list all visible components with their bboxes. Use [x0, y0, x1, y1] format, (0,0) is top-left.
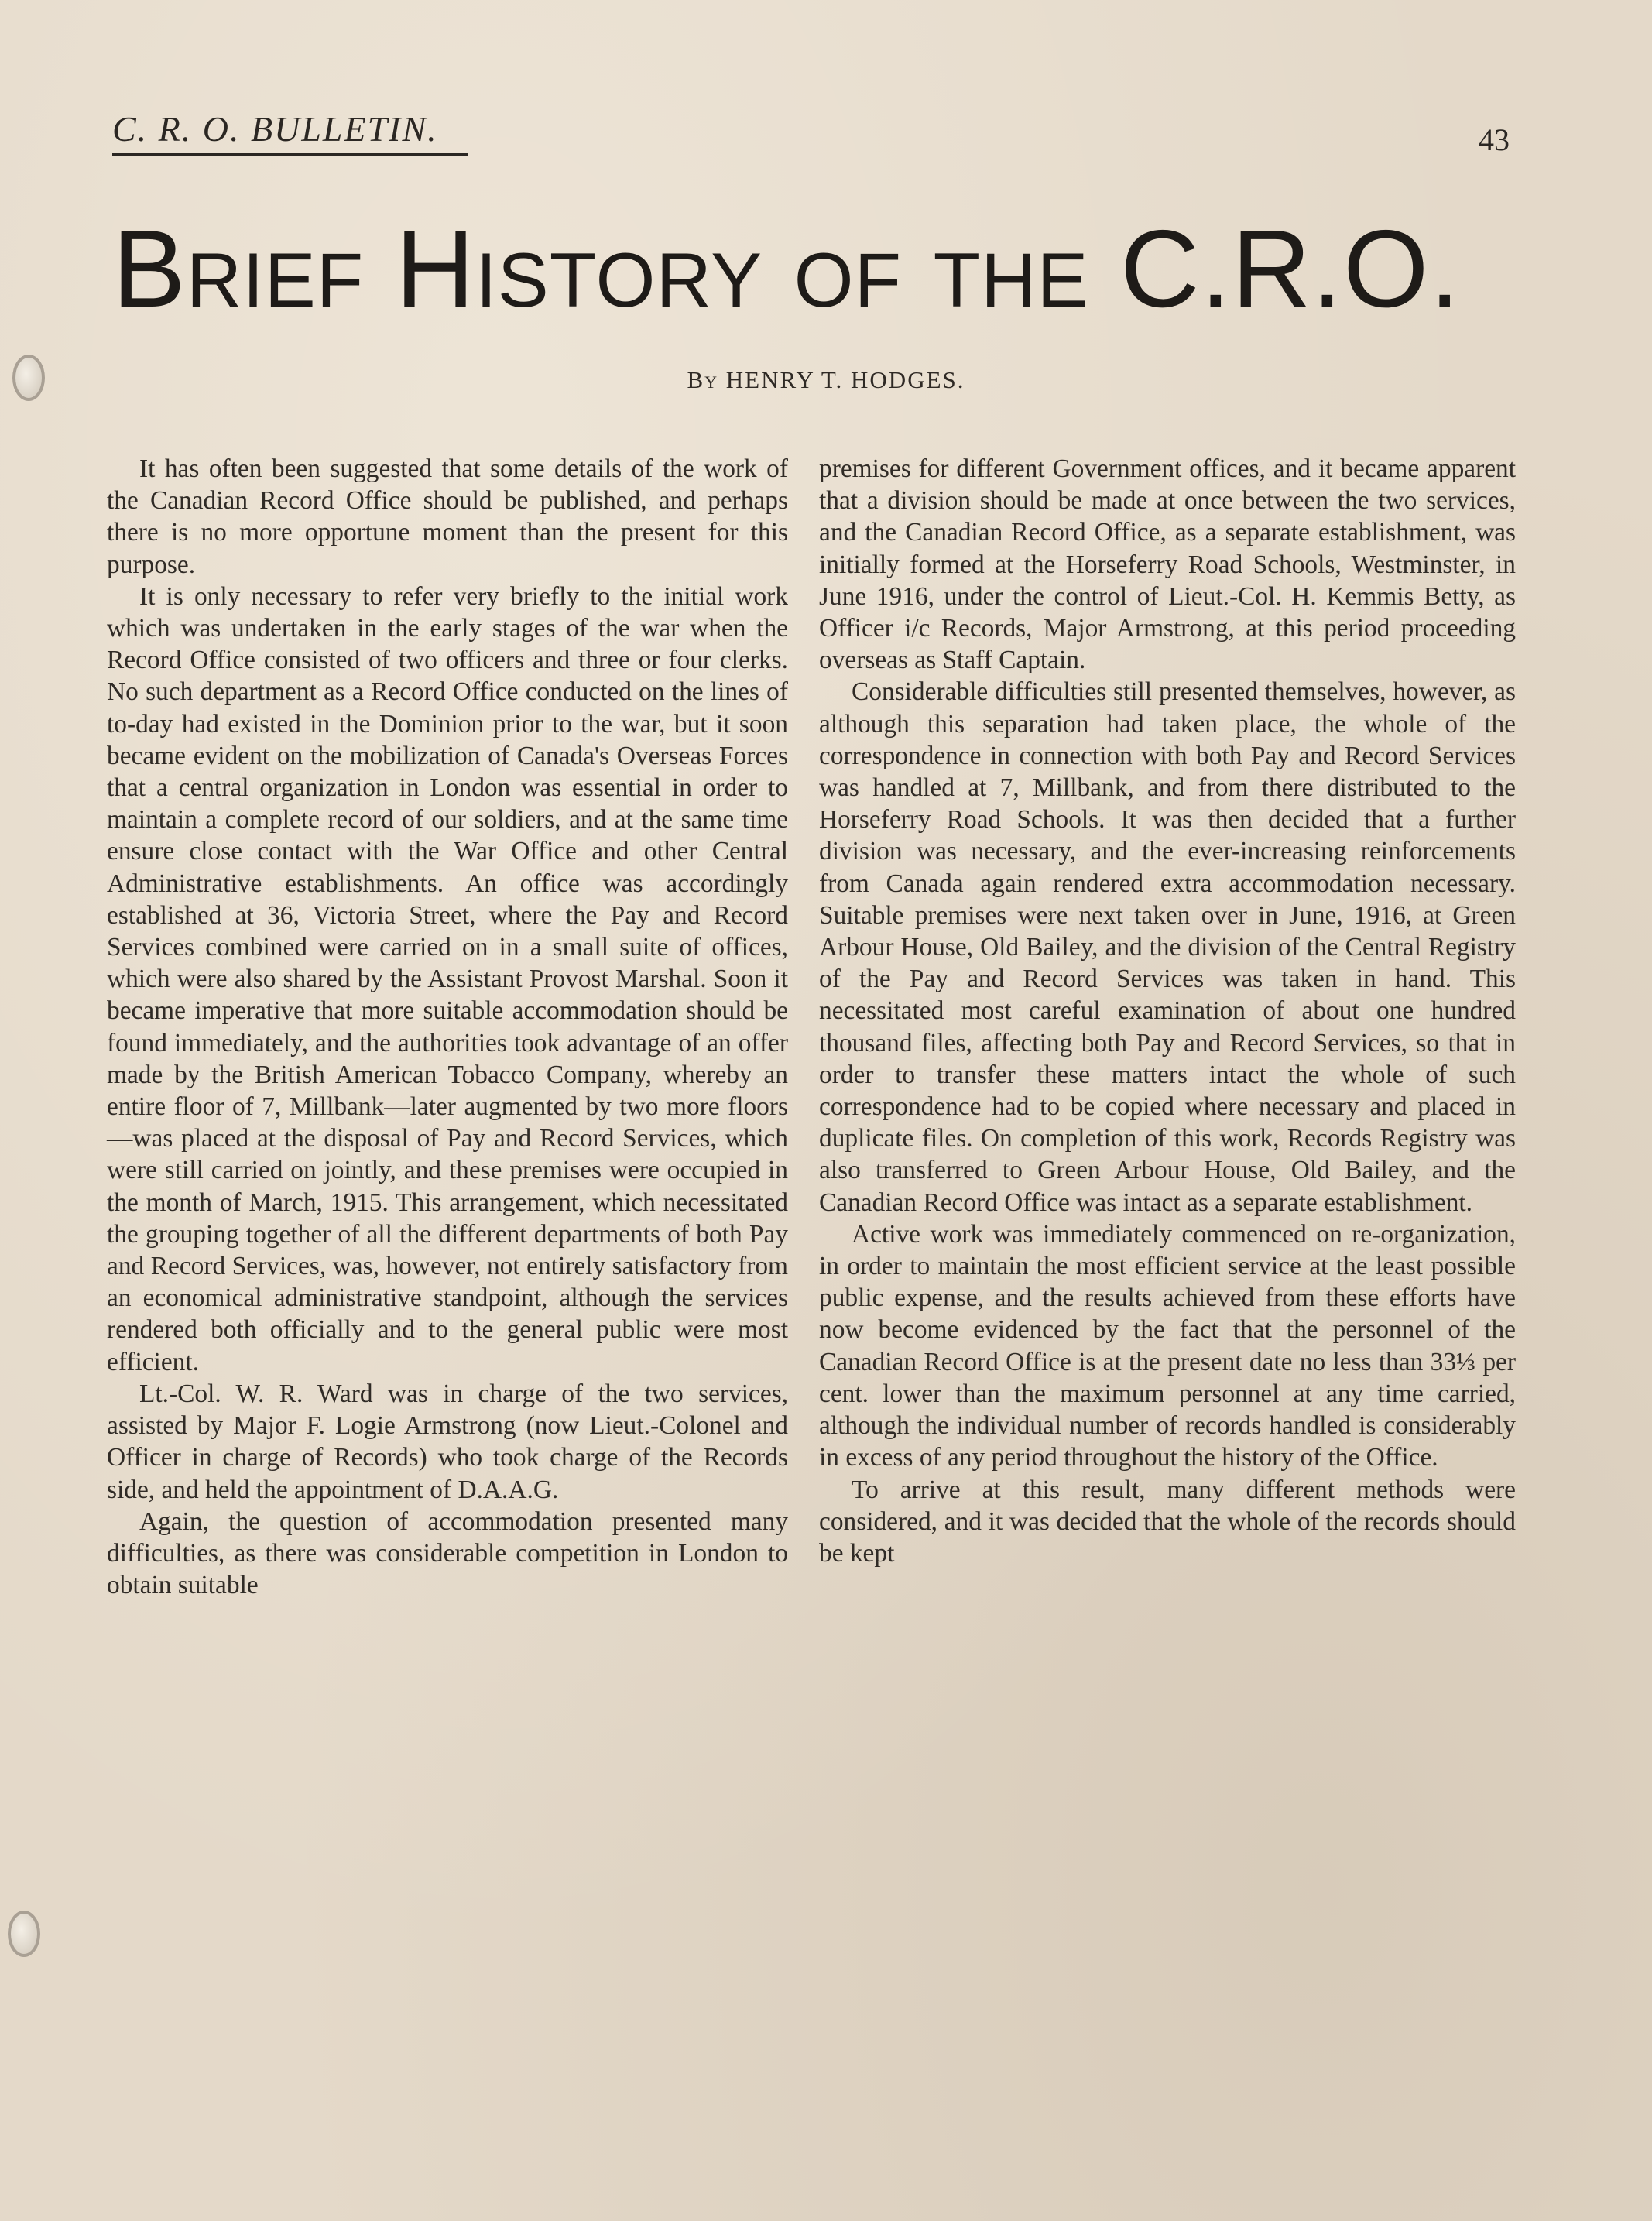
paragraph: Active work was immediately commenced on re-organization, in order to maintain the most efficient service at the least possible public expense, and the results achieved from these efforts have now become evidenced by the fact that the personnel of the Canadian Record Office is at the present date no less than 33⅓ per cent. lower than the maximum personnel at any time carried, although the individual number of records handled is considerably in excess of any period throughout the history of the Office. — [819, 1219, 1516, 1472]
paragraph: To arrive at this result, many different methods were considered, and it was decided that the whole of the records should be kept — [819, 1475, 1516, 1568]
running-title-underline — [112, 153, 468, 156]
paragraph: It has often been suggested that some details of the work of the Canadian Record Office should be published, and perhaps there is no more opportune moment than the present for this purpose. — [107, 454, 788, 579]
article-byline: By HENRY T. HODGES. — [687, 366, 965, 393]
paragraph: Considerable difficulties still presented themselves, however, as although this separation had taken place, the whole of the correspondence in connection with both Pay and Record Services was handled at 7, Millbank, and from there distributed to the Horseferry Road Schools. It was then decided that a further division was necessary, and the ever-increasing reinforcements from Canada again rendered extra accommodation necessary. Suitable premises were next taken over in June, 1916, at Green Arbour House, Old Bailey, and the division of the Central Registry of the Pay and Record Services was taken in hand. This necessitated most careful examination of about one hundred thousand files, affecting both Pay and Record Services, so that in order to transfer these matters intact the whole of such correspondence had to be copied where necessary and placed in duplicate files. On completion of this work, Records Registry was also transferred to Green Arbour House, Old Bailey, and the Canadian Record Office was intact as a separate establishment. — [819, 677, 1516, 1217]
article-title: Brief History of the C.R.O. — [112, 207, 1461, 331]
left-column — [107, 453, 788, 1601]
page-number: 43 — [1479, 122, 1510, 157]
paragraph: premises for different Government offices, and it became apparent that a division should be made at once between the two services, and the Canadian Record Office, as a separate establishment, was initially formed at the Horseferry Road Schools, Westminster, in June 1916, under the control of Lieut.-Col. H. Kemmis Betty, as Officer i/c Records, Major Armstrong, at this period proceeding overseas as Staff Captain. — [819, 454, 1516, 675]
paragraph: Again, the question of accommodation presented many difficulties, as there was considerable competition in London to obtain suitable — [107, 1506, 788, 1600]
right-column — [819, 453, 1516, 1569]
running-title: C. R. O. BULLETIN. — [112, 109, 438, 149]
paragraph: It is only necessary to refer very briefly to the initial work which was undertaken in the early stages of the war when the Record Office consisted of two officers and three or four clerks. No such department as a Record Office conducted on the lines of to-day had existed in the Dominion prior to the war, but it soon became evident on the mobilization of Canada's Overseas Forces that a central organization in London was essential in order to maintain a complete record of our soldiers, and at the same time ensure close contact with the War Office and other Central Administrative establishments. An office was accordingly established at 36, Victoria Street, where the Pay and Record Services combined were carried on in a small suite of offices, which were also shared by the Assistant Provost Marshal. Soon it became imperative that more suitable accommodation should be found immediately, and the authorities took advantage of an offer made by the British American Tobacco Company, whereby an entire floor of 7, Millbank—later augmented by two more floors—was placed at the disposal of Pay and Record Services, which were still carried on jointly, and these premises were occupied in the month of March, 1915. This arrangement, which necessitated the grouping together of all the different departments of both Pay and Record Services, was, however, not entirely satisfactory from an economical administrative standpoint, although the services rendered both officially and to the general public were most efficient. — [107, 581, 788, 1376]
paragraph: Lt.-Col. W. R. Ward was in charge of the two services, assisted by Major F. Logie Armstrong (now Lieut.-Colonel and Officer in charge of Records) who took charge of the Records side, and held the appointment of D.A.A.G. — [107, 1379, 788, 1504]
binder-hole-bottom — [8, 1911, 40, 1957]
